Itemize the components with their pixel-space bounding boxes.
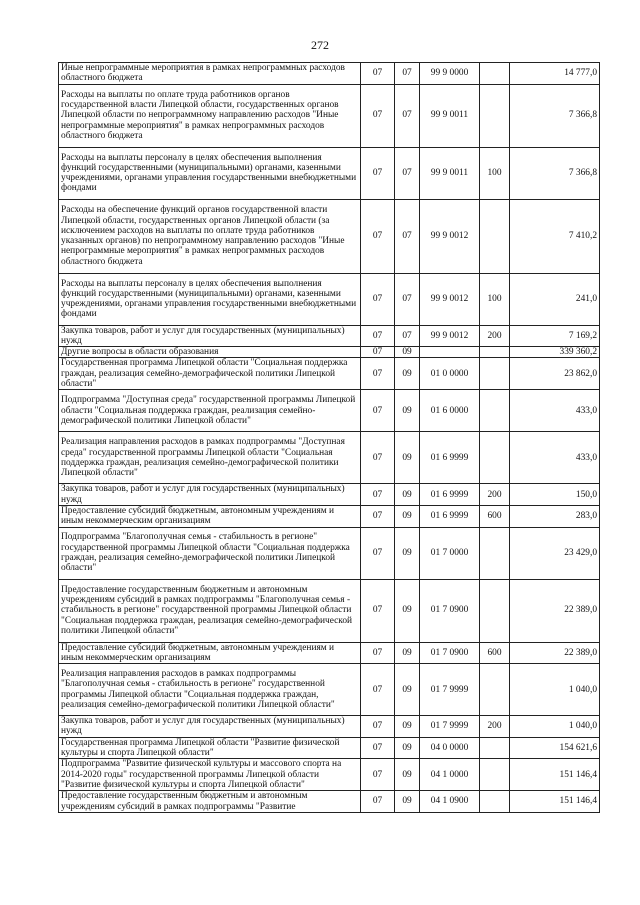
budget-table-body: [59, 63, 600, 813]
row-target-code: 01 7 9999: [420, 664, 480, 716]
row-target-code: 01 6 9999: [420, 484, 480, 506]
row-expense-type: [480, 759, 510, 791]
row-subsection: 07: [395, 63, 420, 85]
row-section: 07: [361, 432, 395, 484]
table-row: [59, 147, 600, 199]
row-section: 07: [361, 664, 395, 716]
row-amount: 7 366,8: [510, 84, 600, 147]
row-name: Расходы на выплаты персоналу в целях обеспечения выполнения функций государственными (муниципальными) органами, казенными учреждениями, органами управления государственными внебюджетными фондами: [59, 147, 361, 199]
row-subsection: 09: [395, 527, 420, 579]
row-subsection: 09: [395, 505, 420, 527]
row-amount: 1 040,0: [510, 664, 600, 716]
row-expense-type: 200: [480, 716, 510, 738]
row-amount: 433,0: [510, 390, 600, 432]
row-target-code: 99 9 0012: [420, 199, 480, 273]
row-section: 07: [361, 527, 395, 579]
row-name: Закупка товаров, работ и услуг для государственных (муниципальных) нужд: [59, 484, 361, 506]
row-name: Расходы на выплаты персоналу в целях обеспечения выполнения функций государственными (муниципальными) органами, казенными учреждениями, органами управления государственными внебюджетными фондами: [59, 273, 361, 325]
row-amount: 7 169,2: [510, 325, 600, 347]
row-expense-type: [480, 432, 510, 484]
table-row: [59, 347, 600, 358]
table-row: [59, 527, 600, 579]
row-target-code: 99 9 0012: [420, 273, 480, 325]
page-number: 272: [311, 38, 329, 52]
row-section: 07: [361, 759, 395, 791]
table-row: [59, 199, 600, 273]
row-name: Другие вопросы в области образования: [59, 347, 361, 358]
row-target-code: 01 7 9999: [420, 716, 480, 738]
row-section: 07: [361, 273, 395, 325]
row-section: 07: [361, 63, 395, 85]
row-expense-type: [480, 527, 510, 579]
table-row: [59, 737, 600, 759]
row-amount: 23 429,0: [510, 527, 600, 579]
row-expense-type: [480, 358, 510, 390]
row-amount: 14 777,0: [510, 63, 600, 85]
table-row: [59, 579, 600, 642]
row-expense-type: [480, 63, 510, 85]
table-row: [59, 484, 600, 506]
row-name: Предоставление субсидий бюджетным, автономным учреждениям и иным некоммерческим организациям: [59, 642, 361, 664]
row-subsection: 09: [395, 716, 420, 738]
table-row: [59, 664, 600, 716]
row-name: Государственная программа Липецкой области "Социальная поддержка граждан, реализация семейно-демографической политики Липецкой области": [59, 358, 361, 390]
row-subsection: 07: [395, 147, 420, 199]
row-expense-type: 100: [480, 273, 510, 325]
row-section: 07: [361, 791, 395, 813]
row-amount: 151 146,4: [510, 791, 600, 813]
row-section: 07: [361, 347, 395, 358]
table-row: [59, 759, 600, 791]
row-section: 07: [361, 84, 395, 147]
row-subsection: 09: [395, 791, 420, 813]
row-amount: 1 040,0: [510, 716, 600, 738]
row-expense-type: 200: [480, 325, 510, 347]
row-amount: 154 621,6: [510, 737, 600, 759]
row-section: 07: [361, 484, 395, 506]
row-subsection: 09: [395, 484, 420, 506]
row-name: Реализация направления расходов в рамках подпрограммы "Благополучная семья - стабильность в регионе" государственной программы Липецкой области "Социальная поддержка граждан, реализация семейно-демографической политики Липецкой области": [59, 664, 361, 716]
row-subsection: 09: [395, 347, 420, 358]
row-target-code: 99 9 0000: [420, 63, 480, 85]
row-subsection: 09: [395, 432, 420, 484]
row-name: Реализация направления расходов в рамках подпрограммы "Доступная среда" государственной программы Липецкой области "Социальная поддержка граждан, реализация семейно-демографической политики Липецкой области": [59, 432, 361, 484]
table-row: [59, 63, 600, 85]
row-subsection: 09: [395, 737, 420, 759]
table-row: [59, 358, 600, 390]
row-target-code: 01 0 0000: [420, 358, 480, 390]
row-target-code: 99 9 0011: [420, 84, 480, 147]
row-amount: 150,0: [510, 484, 600, 506]
row-amount: 22 389,0: [510, 642, 600, 664]
row-subsection: 07: [395, 199, 420, 273]
row-amount: 283,0: [510, 505, 600, 527]
row-expense-type: 600: [480, 642, 510, 664]
row-amount: 241,0: [510, 273, 600, 325]
row-name: Расходы на обеспечение функций органов государственной власти Липецкой области, государственных органов Липецкой области (за исключением расходов на выплаты по оплате труда работников указанных органов) по непрограммному направлению расходов "Иные непрограммные мероприятия" в рамках непрограммных расходов областного бюджета: [59, 199, 361, 273]
row-amount: 7 410,2: [510, 199, 600, 273]
row-expense-type: 200: [480, 484, 510, 506]
row-target-code: 01 6 9999: [420, 432, 480, 484]
row-name: Подпрограмма "Доступная среда" государственной программы Липецкой области "Социальная поддержка граждан, реализация семейно-демографической политики Липецкой области": [59, 390, 361, 432]
row-section: 07: [361, 358, 395, 390]
table-row: [59, 84, 600, 147]
row-name: Иные непрограммные мероприятия в рамках непрограммных расходов областного бюджета: [59, 63, 361, 85]
budget-table: [58, 62, 600, 813]
row-subsection: 07: [395, 273, 420, 325]
row-expense-type: [480, 737, 510, 759]
row-name: Предоставление государственным бюджетным и автономным учреждениям субсидий в рамках подпрограммы "Развитие: [59, 791, 361, 813]
row-target-code: 01 7 0900: [420, 579, 480, 642]
row-section: 07: [361, 390, 395, 432]
row-amount: 339 360,2: [510, 347, 600, 358]
row-expense-type: 100: [480, 147, 510, 199]
row-subsection: 07: [395, 325, 420, 347]
row-target-code: 01 7 0000: [420, 527, 480, 579]
row-name: Подпрограмма "Благополучная семья - стабильность в регионе" государственной программы Липецкой области "Социальная поддержка граждан, реализация семейно-демографической политики Липецкой области": [59, 527, 361, 579]
table-row: [59, 325, 600, 347]
row-section: 07: [361, 147, 395, 199]
row-target-code: 04 1 0000: [420, 759, 480, 791]
row-name: Предоставление государственным бюджетным и автономным учреждениям субсидий в рамках подпрограммы "Благополучная семья - стабильность в регионе" государственной программы Липецкой области "Социальная поддержка граждан, реализация семейно-демографической политики Липецкой области": [59, 579, 361, 642]
row-subsection: 09: [395, 642, 420, 664]
table-row: [59, 432, 600, 484]
row-subsection: 09: [395, 664, 420, 716]
table-row: [59, 642, 600, 664]
table-row: [59, 505, 600, 527]
row-subsection: 07: [395, 84, 420, 147]
row-target-code: 99 9 0011: [420, 147, 480, 199]
row-subsection: 09: [395, 358, 420, 390]
row-expense-type: [480, 84, 510, 147]
row-target-code: [420, 347, 480, 358]
row-target-code: 04 0 0000: [420, 737, 480, 759]
table-row: [59, 390, 600, 432]
row-subsection: 09: [395, 579, 420, 642]
row-amount: 151 146,4: [510, 759, 600, 791]
row-expense-type: [480, 199, 510, 273]
row-target-code: 01 7 0900: [420, 642, 480, 664]
row-expense-type: [480, 390, 510, 432]
row-name: Государственная программа Липецкой области "Развитие физической культуры и спорта Липецкой области": [59, 737, 361, 759]
row-name: Расходы на выплаты по оплате труда работников органов государственной власти Липецкой области, государственных органов Липецкой области по непрограммному направлению расходов "Иные непрограммные мероприятия" в рамках непрограммных расходов областного бюджета: [59, 84, 361, 147]
row-target-code: 01 6 0000: [420, 390, 480, 432]
row-section: 07: [361, 199, 395, 273]
row-section: 07: [361, 737, 395, 759]
row-expense-type: [480, 791, 510, 813]
row-target-code: 01 6 9999: [420, 505, 480, 527]
table-row: [59, 273, 600, 325]
row-section: 07: [361, 642, 395, 664]
row-expense-type: [480, 664, 510, 716]
row-name: Предоставление субсидий бюджетным, автономным учреждениям и иным некоммерческим организациям: [59, 505, 361, 527]
row-expense-type: [480, 347, 510, 358]
row-section: 07: [361, 505, 395, 527]
row-amount: 7 366,8: [510, 147, 600, 199]
row-amount: 23 862,0: [510, 358, 600, 390]
row-amount: 22 389,0: [510, 579, 600, 642]
row-section: 07: [361, 716, 395, 738]
row-name: Закупка товаров, работ и услуг для государственных (муниципальных) нужд: [59, 716, 361, 738]
row-section: 07: [361, 325, 395, 347]
table-row: [59, 791, 600, 813]
row-target-code: 04 1 0900: [420, 791, 480, 813]
row-subsection: 09: [395, 390, 420, 432]
row-expense-type: 600: [480, 505, 510, 527]
table-row: [59, 716, 600, 738]
row-target-code: 99 9 0012: [420, 325, 480, 347]
row-section: 07: [361, 579, 395, 642]
row-subsection: 09: [395, 759, 420, 791]
row-name: Подпрограмма "Развитие физической культуры и массового спорта на 2014-2020 годы" государственной программы Липецкой области "Развитие физической культуры и спорта Липецкой области": [59, 759, 361, 791]
row-expense-type: [480, 579, 510, 642]
row-amount: 433,0: [510, 432, 600, 484]
row-name: Закупка товаров, работ и услуг для государственных (муниципальных) нужд: [59, 325, 361, 347]
